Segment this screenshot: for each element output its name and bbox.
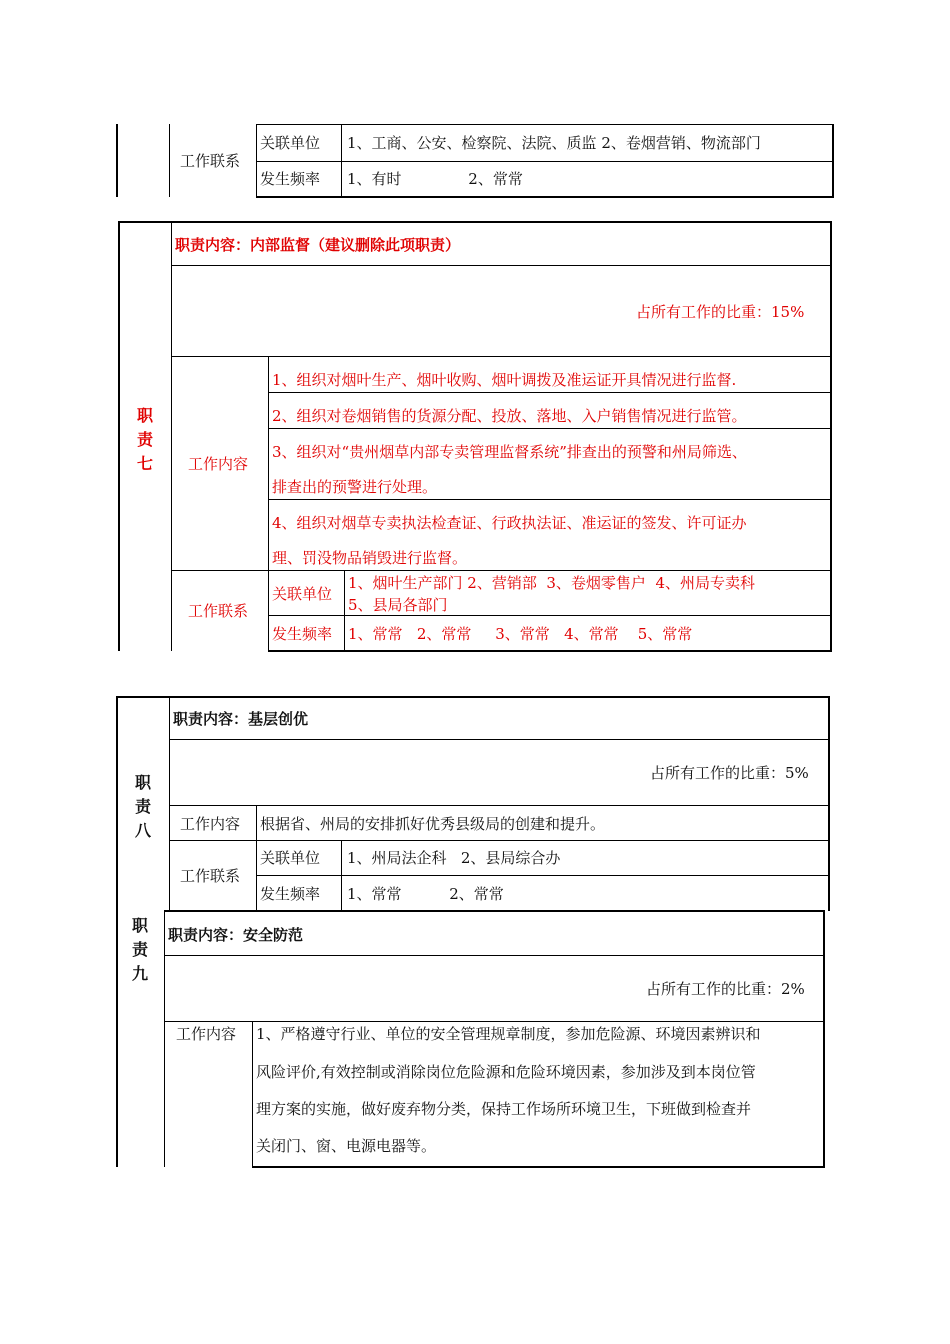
duty8-related-label: 关联单位	[260, 849, 321, 867]
related-value: 1、工商、公安、检察院、法院、质监 2、卷烟营销、物流部门	[347, 134, 761, 152]
duty9-line: 1、严格遵守行业、单位的安全管理规章制度，参加危险源、环境因素辨识和	[256, 1025, 761, 1043]
duty7-side-label	[128, 404, 162, 476]
related-label: 关联单位	[260, 134, 321, 152]
duty8-contact-label: 工作联系	[180, 867, 241, 885]
duty9-title: 职责内容：安全防范	[168, 926, 304, 944]
duty7-item: 1、组织对烟叶生产、烟叶收购、烟叶调拨及准运证开具情况进行监督.	[272, 371, 737, 389]
side-char: 责	[136, 430, 153, 449]
duty8-work-value: 根据省、州局的安排抓好优秀县级局的创建和提升。	[260, 815, 606, 833]
side-char: 职	[131, 916, 148, 935]
duty8-weight: 占所有工作的比重：5%	[650, 764, 809, 782]
duty9-line: 理方案的实施，做好废弃物分类，保持工作场所环境卫生，下班做到检查并	[256, 1100, 752, 1118]
duty7-freq-value: 1、常常 2、常常 3、常常 4、常常 5、常常	[348, 625, 693, 643]
duty9-weight: 占所有工作的比重：2%	[646, 980, 805, 998]
duty9-line: 关闭门、窗、电源电器等。	[256, 1137, 437, 1155]
side-char: 责	[131, 940, 148, 959]
duty7-related-line1: 1、烟叶生产部门 2、营销部 3、卷烟零售户 4、州局专卖科	[348, 574, 756, 592]
duty7-item: 3、组织对“贵州烟草内部专卖管理监督系统”排查出的预警和州局筛选、	[272, 443, 747, 461]
duty7-item: 理、罚没物品销毁进行监督。	[272, 549, 468, 567]
duty8-freq-value: 1、常常 2、常常	[347, 885, 504, 903]
duty7-item: 排查出的预警进行处理。	[272, 478, 438, 496]
duty8-freq-label: 发生频率	[260, 885, 321, 903]
duty7-work-label: 工作内容	[188, 455, 249, 473]
side-char: 八	[134, 821, 151, 840]
side-char: 七	[136, 454, 153, 473]
duty7-item: 2、组织对卷烟销售的货源分配、投放、落地、入户销售情况进行监管。	[272, 407, 747, 425]
side-char: 责	[134, 797, 151, 816]
duty7-item: 4、组织对烟草专卖执法检查证、行政执法证、准运证的签发、许可证办	[272, 514, 747, 532]
contact-label: 工作联系	[180, 152, 241, 170]
side-char: 职	[134, 773, 151, 792]
duty8-related-value: 1、州局法企科 2、县局综合办	[347, 849, 561, 867]
duty7-related-line2: 5、县局各部门	[348, 596, 448, 614]
duty9-side-label	[123, 914, 157, 986]
duty9-work-label: 工作内容	[176, 1025, 237, 1043]
duty7-related-label: 关联单位	[272, 585, 333, 603]
duty8-work-label: 工作内容	[180, 815, 241, 833]
duty7-contact-label: 工作联系	[188, 602, 249, 620]
side-char: 职	[136, 406, 153, 425]
duty9-line: 风险评价,有效控制或消除岗位危险源和危险环境因素，参加涉及到本岗位管	[256, 1063, 756, 1081]
freq-value: 1、有时 2、常常	[347, 170, 523, 188]
side-char: 九	[131, 964, 148, 983]
duty7-freq-label: 发生频率	[272, 625, 333, 643]
duty8-side-label	[126, 771, 160, 843]
duty7-title: 职责内容：内部监督（建议删除此项职责）	[175, 236, 461, 254]
duty7-weight: 占所有工作的比重：15%	[636, 303, 805, 321]
freq-label: 发生频率	[260, 170, 321, 188]
duty8-title: 职责内容：基层创优	[173, 710, 309, 728]
